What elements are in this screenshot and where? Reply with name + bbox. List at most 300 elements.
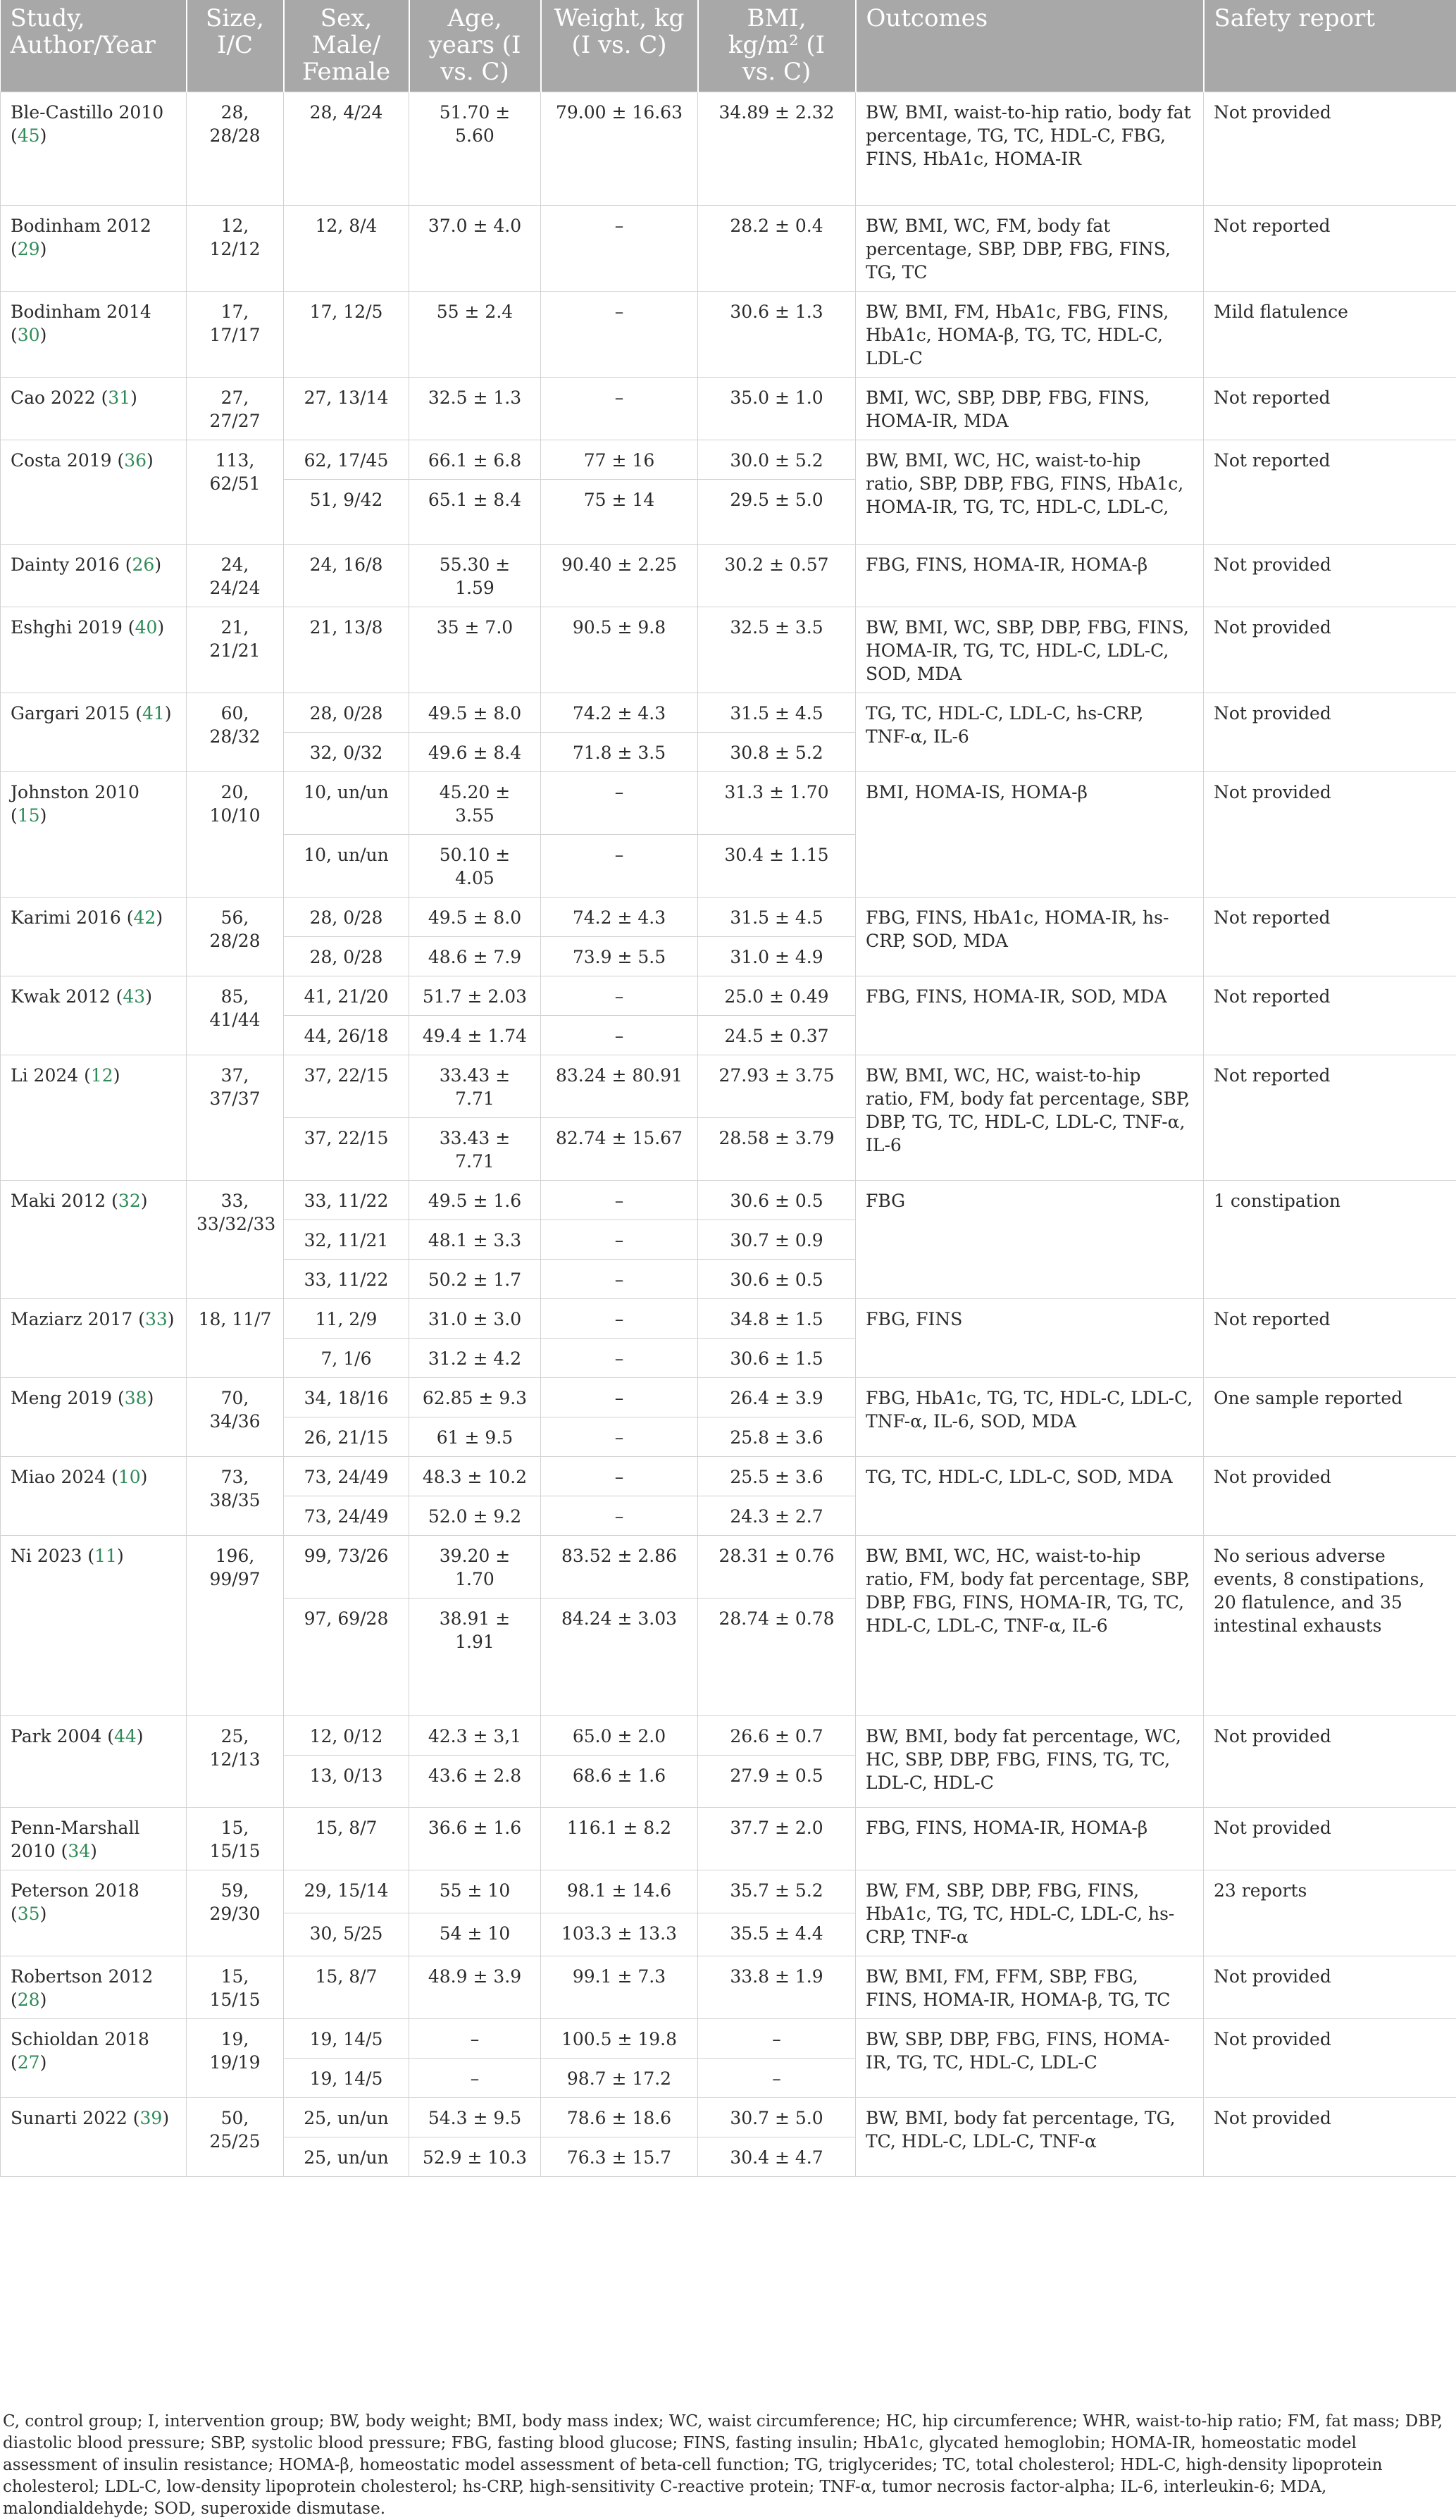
sample-size: 24, 24/24 <box>187 545 284 607</box>
sex-ratio: 24, 16/8 <box>284 545 409 607</box>
bmi-value: 25.8 ± 3.6 <box>698 1417 856 1457</box>
bmi-value: 34.8 ± 1.5 <box>698 1299 856 1339</box>
sample-size: 20, 10/10 <box>187 772 284 898</box>
outcomes-list: FBG, FINS, HOMA-IR, HOMA-β <box>856 545 1204 607</box>
age-value: 37.0 ± 4.0 <box>409 206 541 292</box>
study-author: Johnston 2010 <box>11 782 139 802</box>
study-author: Meng 2019 <box>11 1388 112 1408</box>
weight-value: 74.2 ± 4.3 <box>541 693 698 733</box>
study-author: Kwak 2012 <box>11 986 111 1007</box>
table-row <box>1 545 1456 607</box>
bmi-value: 30.6 ± 1.3 <box>698 292 856 378</box>
sample-size: 60, 28/32 <box>187 693 284 772</box>
outcomes-list: BW, BMI, waist-to-hip ratio, body fat percentage, TG, TC, HDL-C, FBG, FINS, HbA1c, HOMA-IR <box>856 92 1204 206</box>
age-value: 55 ± 10 <box>409 1870 541 1913</box>
weight-value: 77 ± 16 <box>541 440 698 480</box>
reference-link[interactable]: 15 <box>18 805 40 826</box>
reference-link[interactable]: 30 <box>18 325 40 345</box>
sample-size: 17, 17/17 <box>187 292 284 378</box>
weight-value: – <box>541 772 698 835</box>
weight-value: 75 ± 14 <box>541 480 698 545</box>
weight-value: – <box>541 1181 698 1220</box>
weight-value: – <box>541 1220 698 1260</box>
sample-size: 21, 21/21 <box>187 607 284 693</box>
sex-ratio: 15, 8/7 <box>284 1956 409 2019</box>
weight-value: 74.2 ± 4.3 <box>541 898 698 937</box>
table-row <box>1 693 1456 733</box>
sex-ratio: 11, 2/9 <box>284 1299 409 1339</box>
outcomes-list: BMI, WC, SBP, DBP, FBG, FINS, HOMA-IR, MDA <box>856 378 1204 440</box>
weight-value: – <box>541 1417 698 1457</box>
bmi-value: 30.8 ± 5.2 <box>698 733 856 772</box>
age-value: 54.3 ± 9.5 <box>409 2098 541 2137</box>
sex-ratio: 73, 24/49 <box>284 1457 409 1496</box>
reference-link[interactable]: 29 <box>18 239 40 259</box>
age-value: 49.5 ± 8.0 <box>409 898 541 937</box>
sex-ratio: 37, 22/15 <box>284 1055 409 1118</box>
age-value: 49.6 ± 8.4 <box>409 733 541 772</box>
outcomes-list: BW, BMI, FM, HbA1c, FBG, FINS, HbA1c, HOMA-β, TG, TC, HDL-C, LDL-C <box>856 292 1204 378</box>
reference-link[interactable]: 36 <box>124 450 147 471</box>
reference-link[interactable]: 38 <box>125 1388 147 1408</box>
weight-value: 78.6 ± 18.6 <box>541 2098 698 2137</box>
bmi-value: 28.74 ± 0.78 <box>698 1599 856 1716</box>
safety-report: Not provided <box>1204 772 1456 898</box>
outcomes-list: FBG, FINS, HOMA-IR, HOMA-β <box>856 1808 1204 1870</box>
sample-size: 15, 15/15 <box>187 1808 284 1870</box>
age-value: 55.30 ± 1.59 <box>409 545 541 607</box>
age-value: 48.6 ± 7.9 <box>409 937 541 976</box>
study-author-cell: Sunarti 2022 (39) <box>1 2098 187 2177</box>
weight-value: – <box>541 1016 698 1055</box>
sex-ratio: 26, 21/15 <box>284 1417 409 1457</box>
bmi-value: 24.3 ± 2.7 <box>698 1496 856 1536</box>
study-author: Ble-Castillo 2010 <box>11 102 163 123</box>
study-author: Bodinham 2014 <box>11 302 151 322</box>
bmi-value: 30.2 ± 0.57 <box>698 545 856 607</box>
sex-ratio: 34, 18/16 <box>284 1378 409 1417</box>
bmi-value: 24.5 ± 0.37 <box>698 1016 856 1055</box>
outcomes-list: BW, BMI, WC, HC, waist-to-hip ratio, FM, body fat percentage, SBP, DBP, TG, TC, HDL-C, LDL-C, TNF-α, IL-6 <box>856 1055 1204 1181</box>
study-author: Dainty 2016 <box>11 554 120 575</box>
outcomes-list: FBG, FINS <box>856 1299 1204 1378</box>
reference-link[interactable]: 39 <box>140 2108 163 2128</box>
weight-value: 82.74 ± 15.67 <box>541 1118 698 1181</box>
safety-report: 1 constipation <box>1204 1181 1456 1299</box>
age-value: 38.91 ± 1.91 <box>409 1599 541 1716</box>
bmi-value: 26.6 ± 0.7 <box>698 1716 856 1756</box>
bmi-value: – <box>698 2019 856 2059</box>
bmi-value: 33.8 ± 1.9 <box>698 1956 856 2019</box>
reference-link[interactable]: 26 <box>132 554 155 575</box>
weight-value: 83.52 ± 2.86 <box>541 1536 698 1599</box>
age-value: 51.7 ± 2.03 <box>409 976 541 1016</box>
reference-link[interactable]: 31 <box>108 387 130 408</box>
table-row <box>1 1870 1456 1913</box>
bmi-value: 27.9 ± 0.5 <box>698 1756 856 1808</box>
weight-value: – <box>541 1457 698 1496</box>
sex-ratio: 73, 24/49 <box>284 1496 409 1536</box>
study-author-cell: Maziarz 2017 (33) <box>1 1299 187 1378</box>
age-value: 48.9 ± 3.9 <box>409 1956 541 2019</box>
sex-ratio: 27, 13/14 <box>284 378 409 440</box>
bmi-value: 28.2 ± 0.4 <box>698 206 856 292</box>
study-author: Maziarz 2017 <box>11 1309 132 1329</box>
age-value: 52.9 ± 10.3 <box>409 2137 541 2177</box>
sex-ratio: 33, 11/22 <box>284 1260 409 1299</box>
sex-ratio: 10, un/un <box>284 835 409 898</box>
sex-ratio: 19, 14/5 <box>284 2059 409 2098</box>
reference-link[interactable]: 10 <box>118 1467 141 1487</box>
table-body <box>1 92 1456 2177</box>
safety-report: Not provided <box>1204 693 1456 772</box>
table-row <box>1 2098 1456 2137</box>
bmi-value: 35.0 ± 1.0 <box>698 378 856 440</box>
bmi-value: 30.7 ± 5.0 <box>698 2098 856 2137</box>
sex-ratio: 25, un/un <box>284 2137 409 2177</box>
age-value: 50.2 ± 1.7 <box>409 1260 541 1299</box>
weight-value: – <box>541 1496 698 1536</box>
sex-ratio: 28, 4/24 <box>284 92 409 206</box>
weight-value: 98.1 ± 14.6 <box>541 1870 698 1913</box>
table-footnote: C, control group; I, intervention group; BW, body weight; BMI, body mass index; WC, waist circumference; HC, hip circumference; WHR, waist-to-hip ratio; FM, fat mass; DBP, diastolic blood pressure; SBP, systolic blood pressure; FBG, fasting blood glucose; FINS, fasting insulin; HbA1c, glycated hemoglobin; HOMA-IR, homeostatic model assessment of insulin resistance; HOMA-β, homeostatic model assessment of beta-cell function; TG, triglycerides; TC, total cholesterol; HDL-C, high-density lipoprotein cholesterol; LDL-C, low-density lipoprotein cholesterol; hs-CRP, high-sensitivity C-reactive protein; TNF-α, tumor necrosis factor-alpha; IL-6, interleukin-6; MDA, malondialdehyde; SOD, superoxide dismutase. <box>3 2411 1452 2520</box>
header-study: Study, Author/Year <box>1 0 187 92</box>
age-value: – <box>409 2019 541 2059</box>
outcomes-list: BW, BMI, FM, FFM, SBP, FBG, FINS, HOMA-IR, HOMA-β, TG, TC <box>856 1956 1204 2019</box>
sex-ratio: 15, 8/7 <box>284 1808 409 1870</box>
weight-value: – <box>541 1339 698 1378</box>
header-size: Size, I/C <box>187 0 284 92</box>
outcomes-list: BW, BMI, body fat percentage, TG, TC, HDL-C, LDL-C, TNF-α <box>856 2098 1204 2177</box>
study-author-cell: Park 2004 (44) <box>1 1716 187 1808</box>
age-value: 49.5 ± 1.6 <box>409 1181 541 1220</box>
weight-value: – <box>541 835 698 898</box>
sex-ratio: 7, 1/6 <box>284 1339 409 1378</box>
weight-value: – <box>541 976 698 1016</box>
outcomes-list: BW, FM, SBP, DBP, FBG, FINS, HbA1c, TG, TC, HDL-C, LDL-C, hs-CRP, TNF-α <box>856 1870 1204 1956</box>
bmi-value: 25.0 ± 0.49 <box>698 976 856 1016</box>
study-author-cell: Karimi 2016 (42) <box>1 898 187 976</box>
age-value: 55 ± 2.4 <box>409 292 541 378</box>
age-value: 49.4 ± 1.74 <box>409 1016 541 1055</box>
bmi-value: 30.6 ± 0.5 <box>698 1181 856 1220</box>
reference-link[interactable]: 41 <box>142 703 165 724</box>
reference-link[interactable]: 42 <box>134 907 156 928</box>
weight-value: – <box>541 1260 698 1299</box>
bmi-value: 30.7 ± 0.9 <box>698 1220 856 1260</box>
safety-report: Not provided <box>1204 1956 1456 2019</box>
bmi-value: 29.5 ± 5.0 <box>698 480 856 545</box>
reference-link[interactable]: 12 <box>91 1065 113 1086</box>
age-value: 61 ± 9.5 <box>409 1417 541 1457</box>
table-row <box>1 976 1456 1016</box>
weight-value: 65.0 ± 2.0 <box>541 1716 698 1756</box>
bmi-value: 35.7 ± 5.2 <box>698 1870 856 1913</box>
outcomes-list: FBG, FINS, HbA1c, HOMA-IR, hs-CRP, SOD, MDA <box>856 898 1204 976</box>
table-row <box>1 1055 1456 1118</box>
weight-value: 98.7 ± 17.2 <box>541 2059 698 2098</box>
safety-report: Not provided <box>1204 1808 1456 1870</box>
study-author-cell: Bodinham 2012 (29) <box>1 206 187 292</box>
table-row <box>1 2019 1456 2059</box>
sample-size: 15, 15/15 <box>187 1956 284 2019</box>
bmi-value: 35.5 ± 4.4 <box>698 1913 856 1956</box>
weight-value: 79.00 ± 16.63 <box>541 92 698 206</box>
study-author-cell: Peterson 2018 (35) <box>1 1870 187 1956</box>
header-safety: Safety report <box>1204 0 1456 92</box>
bmi-value: 30.4 ± 4.7 <box>698 2137 856 2177</box>
table-row <box>1 607 1456 693</box>
age-value: 51.70 ± 5.60 <box>409 92 541 206</box>
bmi-value: 34.89 ± 2.32 <box>698 92 856 206</box>
age-value: 48.1 ± 3.3 <box>409 1220 541 1260</box>
sex-ratio: 10, un/un <box>284 772 409 835</box>
safety-report: Not provided <box>1204 1716 1456 1808</box>
sample-size: 85, 41/44 <box>187 976 284 1055</box>
sample-size: 70, 34/36 <box>187 1378 284 1457</box>
study-author-cell: Johnston 2010 (15) <box>1 772 187 898</box>
age-value: 52.0 ± 9.2 <box>409 1496 541 1536</box>
table-row <box>1 440 1456 480</box>
weight-value: 76.3 ± 15.7 <box>541 2137 698 2177</box>
sex-ratio: 62, 17/45 <box>284 440 409 480</box>
study-author: Bodinham 2012 <box>11 216 151 236</box>
bmi-value: 30.6 ± 1.5 <box>698 1339 856 1378</box>
outcomes-list: BW, SBP, DBP, FBG, FINS, HOMA-IR, TG, TC, HDL-C, LDL-C <box>856 2019 1204 2098</box>
age-value: – <box>409 2059 541 2098</box>
reference-link[interactable]: 45 <box>18 125 40 146</box>
study-author: Sunarti 2022 <box>11 2108 127 2128</box>
sex-ratio: 33, 11/22 <box>284 1181 409 1220</box>
sample-size: 73, 38/35 <box>187 1457 284 1536</box>
sex-ratio: 21, 13/8 <box>284 607 409 693</box>
age-value: 35 ± 7.0 <box>409 607 541 693</box>
age-value: 31.0 ± 3.0 <box>409 1299 541 1339</box>
sex-ratio: 17, 12/5 <box>284 292 409 378</box>
age-value: 39.20 ± 1.70 <box>409 1536 541 1599</box>
age-value: 65.1 ± 8.4 <box>409 480 541 545</box>
safety-report: One sample reported <box>1204 1378 1456 1457</box>
reference-link[interactable]: 27 <box>18 2052 40 2073</box>
study-author-cell: Bodinham 2014 (30) <box>1 292 187 378</box>
safety-report: Not provided <box>1204 607 1456 693</box>
study-author-cell: Robertson 2012 (28) <box>1 1956 187 2019</box>
study-author-cell: Gargari 2015 (41) <box>1 693 187 772</box>
bmi-value: 30.4 ± 1.15 <box>698 835 856 898</box>
study-author: Peterson 2018 <box>11 1880 139 1901</box>
study-author: Schioldan 2018 <box>11 2029 149 2049</box>
study-author: Ni 2023 <box>11 1546 82 1566</box>
study-author-cell: Costa 2019 (36) <box>1 440 187 545</box>
bmi-value: 26.4 ± 3.9 <box>698 1378 856 1417</box>
table-header <box>1 0 1456 92</box>
sex-ratio: 30, 5/25 <box>284 1913 409 1956</box>
safety-report: Not reported <box>1204 1055 1456 1181</box>
bmi-value: 37.7 ± 2.0 <box>698 1808 856 1870</box>
table-row <box>1 1956 1456 2019</box>
sample-size: 37, 37/37 <box>187 1055 284 1181</box>
sex-ratio: 28, 0/28 <box>284 693 409 733</box>
safety-report: Not reported <box>1204 898 1456 976</box>
outcomes-list: FBG <box>856 1181 1204 1299</box>
study-author: Eshghi 2019 <box>11 617 123 638</box>
outcomes-list: TG, TC, HDL-C, LDL-C, SOD, MDA <box>856 1457 1204 1536</box>
study-author: Cao 2022 <box>11 387 96 408</box>
reference-link[interactable]: 43 <box>123 986 145 1007</box>
header-bmi: BMI, kg/m² (I vs. C) <box>698 0 856 92</box>
sex-ratio: 32, 0/32 <box>284 733 409 772</box>
header-row <box>1 0 1456 92</box>
safety-report: Not provided <box>1204 545 1456 607</box>
age-value: 33.43 ± 7.71 <box>409 1055 541 1118</box>
weight-value: – <box>541 292 698 378</box>
bmi-value: 28.58 ± 3.79 <box>698 1118 856 1181</box>
weight-value: – <box>541 1378 698 1417</box>
sex-ratio: 12, 8/4 <box>284 206 409 292</box>
outcomes-list: FBG, HbA1c, TG, TC, HDL-C, LDL-C, TNF-α, IL-6, SOD, MDA <box>856 1378 1204 1457</box>
weight-value: 99.1 ± 7.3 <box>541 1956 698 2019</box>
outcomes-list: FBG, FINS, HOMA-IR, SOD, MDA <box>856 976 1204 1055</box>
bmi-value: 32.5 ± 3.5 <box>698 607 856 693</box>
sex-ratio: 25, un/un <box>284 2098 409 2137</box>
safety-report: Not provided <box>1204 2019 1456 2098</box>
reference-link[interactable]: 35 <box>18 1904 40 1924</box>
outcomes-list: BW, BMI, WC, HC, waist-to-hip ratio, SBP, DBP, FBG, FINS, HbA1c, HOMA-IR, TG, TC, HDL-C, LDL-C, <box>856 440 1204 545</box>
outcomes-list: BW, BMI, WC, FM, body fat percentage, SBP, DBP, FBG, FINS, TG, TC <box>856 206 1204 292</box>
age-value: 32.5 ± 1.3 <box>409 378 541 440</box>
weight-value: 116.1 ± 8.2 <box>541 1808 698 1870</box>
age-value: 45.20 ± 3.55 <box>409 772 541 835</box>
header-sex: Sex, Male/ Female <box>284 0 409 92</box>
weight-value: 100.5 ± 19.8 <box>541 2019 698 2059</box>
study-author: Park 2004 <box>11 1726 101 1746</box>
safety-report: Not provided <box>1204 1457 1456 1536</box>
safety-report: Not reported <box>1204 976 1456 1055</box>
bmi-value: – <box>698 2059 856 2098</box>
weight-value: 68.6 ± 1.6 <box>541 1756 698 1808</box>
weight-value: – <box>541 378 698 440</box>
study-author: Costa 2019 <box>11 450 112 471</box>
study-author-cell: Kwak 2012 (43) <box>1 976 187 1055</box>
age-value: 54 ± 10 <box>409 1913 541 1956</box>
bmi-value: 31.3 ± 1.70 <box>698 772 856 835</box>
sample-size: 19, 19/19 <box>187 2019 284 2098</box>
study-author-cell: Dainty 2016 (26) <box>1 545 187 607</box>
age-value: 62.85 ± 9.3 <box>409 1378 541 1417</box>
sample-size: 28, 28/28 <box>187 92 284 206</box>
study-author: Karimi 2016 <box>11 907 121 928</box>
study-author: Maki 2012 <box>11 1191 106 1211</box>
bmi-value: 27.93 ± 3.75 <box>698 1055 856 1118</box>
bmi-value: 31.5 ± 4.5 <box>698 693 856 733</box>
weight-value: – <box>541 206 698 292</box>
header-outcomes: Outcomes <box>856 0 1204 92</box>
table-row <box>1 772 1456 835</box>
weight-value: 71.8 ± 3.5 <box>541 733 698 772</box>
reference-link[interactable]: 28 <box>18 1990 40 2010</box>
age-value: 66.1 ± 6.8 <box>409 440 541 480</box>
bmi-value: 28.31 ± 0.76 <box>698 1536 856 1599</box>
study-author-cell: Meng 2019 (38) <box>1 1378 187 1457</box>
reference-link[interactable]: 32 <box>118 1191 141 1211</box>
study-author: Li 2024 <box>11 1065 78 1086</box>
study-author-cell: Cao 2022 (31) <box>1 378 187 440</box>
study-author-cell: Eshghi 2019 (40) <box>1 607 187 693</box>
sex-ratio: 28, 0/28 <box>284 937 409 976</box>
safety-report: Not reported <box>1204 206 1456 292</box>
bmi-value: 31.0 ± 4.9 <box>698 937 856 976</box>
sample-size: 59, 29/30 <box>187 1870 284 1956</box>
sample-size: 50, 25/25 <box>187 2098 284 2177</box>
table-row <box>1 292 1456 378</box>
reference-link[interactable]: 11 <box>94 1546 117 1566</box>
study-author-cell: Miao 2024 (10) <box>1 1457 187 1536</box>
age-value: 49.5 ± 8.0 <box>409 693 541 733</box>
table-row <box>1 1181 1456 1220</box>
sex-ratio: 19, 14/5 <box>284 2019 409 2059</box>
study-author: Miao 2024 <box>11 1467 106 1487</box>
reference-link[interactable]: 34 <box>68 1841 90 1861</box>
reference-link[interactable]: 40 <box>135 617 158 638</box>
weight-value: 90.5 ± 9.8 <box>541 607 698 693</box>
sample-size: 196, 99/97 <box>187 1536 284 1716</box>
study-author: Penn-Marshall 2010 <box>11 1818 139 1861</box>
sex-ratio: 28, 0/28 <box>284 898 409 937</box>
sex-ratio: 44, 26/18 <box>284 1016 409 1055</box>
table-row <box>1 92 1456 206</box>
weight-value: – <box>541 1299 698 1339</box>
study-author-cell: Ble-Castillo 2010 (45) <box>1 92 187 206</box>
age-value: 31.2 ± 4.2 <box>409 1339 541 1378</box>
sex-ratio: 13, 0/13 <box>284 1756 409 1808</box>
weight-value: 83.24 ± 80.91 <box>541 1055 698 1118</box>
safety-report: No serious adverse events, 8 constipations, 20 flatulence, and 35 intestinal exhausts <box>1204 1536 1456 1716</box>
sample-size: 113, 62/51 <box>187 440 284 545</box>
sex-ratio: 32, 11/21 <box>284 1220 409 1260</box>
bmi-value: 31.5 ± 4.5 <box>698 898 856 937</box>
age-value: 48.3 ± 10.2 <box>409 1457 541 1496</box>
table-row <box>1 898 1456 937</box>
weight-value: 103.3 ± 13.3 <box>541 1913 698 1956</box>
sex-ratio: 41, 21/20 <box>284 976 409 1016</box>
bmi-value: 25.5 ± 3.6 <box>698 1457 856 1496</box>
weight-value: 90.40 ± 2.25 <box>541 545 698 607</box>
table-row <box>1 1716 1456 1756</box>
sex-ratio: 99, 73/26 <box>284 1536 409 1599</box>
reference-link[interactable]: 44 <box>114 1726 137 1746</box>
safety-report: Not reported <box>1204 378 1456 440</box>
study-author-cell: Maki 2012 (32) <box>1 1181 187 1299</box>
table-row <box>1 1536 1456 1599</box>
safety-report: Not provided <box>1204 2098 1456 2177</box>
sample-size: 12, 12/12 <box>187 206 284 292</box>
sex-ratio: 12, 0/12 <box>284 1716 409 1756</box>
sex-ratio: 37, 22/15 <box>284 1118 409 1181</box>
table-row <box>1 378 1456 440</box>
age-value: 33.43 ± 7.71 <box>409 1118 541 1181</box>
study-author-cell: Schioldan 2018 (27) <box>1 2019 187 2098</box>
study-author: Gargari 2015 <box>11 703 130 724</box>
header-age: Age, years (I vs. C) <box>409 0 541 92</box>
age-value: 36.6 ± 1.6 <box>409 1808 541 1870</box>
safety-report: Mild flatulence <box>1204 292 1456 378</box>
study-author-cell: Ni 2023 (11) <box>1 1536 187 1716</box>
safety-report: Not provided <box>1204 92 1456 206</box>
sample-size: 25, 12/13 <box>187 1716 284 1808</box>
reference-link[interactable]: 33 <box>145 1309 168 1329</box>
sample-size: 56, 28/28 <box>187 898 284 976</box>
outcomes-list: BMI, HOMA-IS, HOMA-β <box>856 772 1204 898</box>
